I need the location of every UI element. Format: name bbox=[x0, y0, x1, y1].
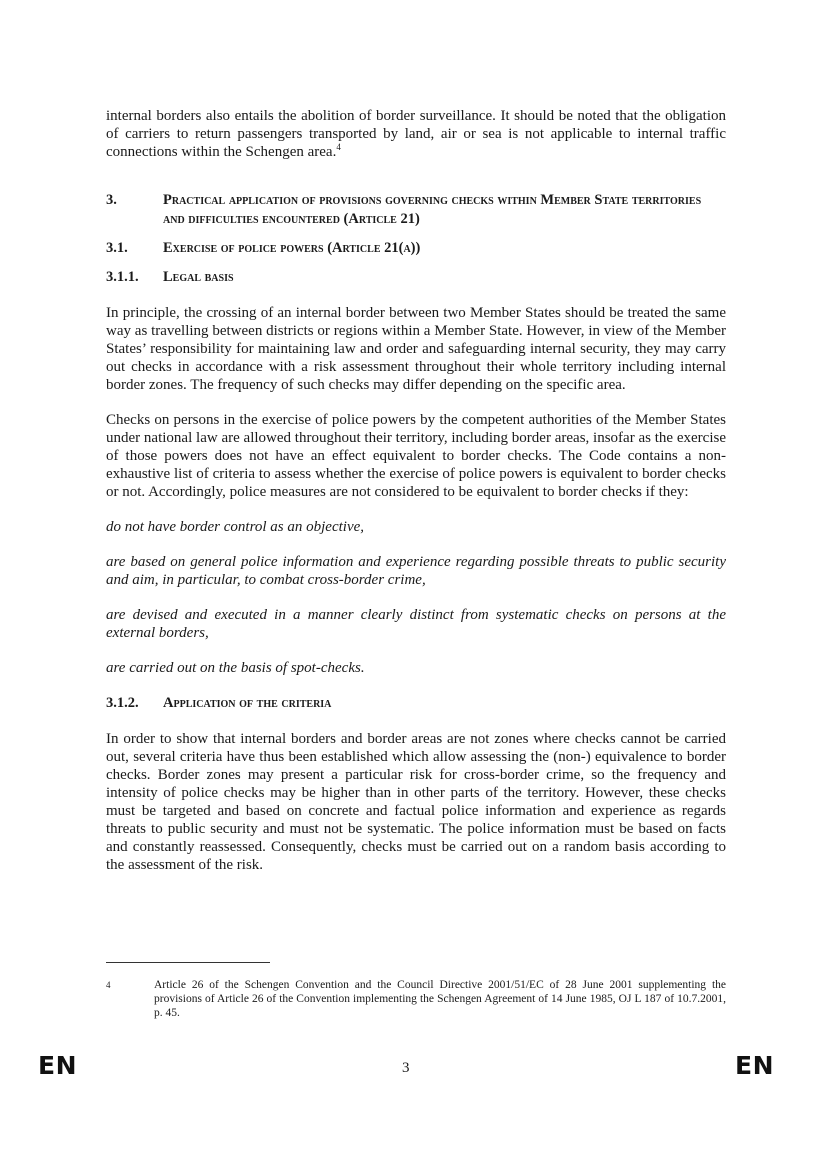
section-title: Legal basis bbox=[163, 269, 234, 285]
paragraph-application: In order to show that internal borders and border areas are not zones where checks cannot be carried out, several criteria have thus been established which allow assessing the (non-) equivalence to border checks. Border zones may present a particular risk for cross-border crime, so the frequency and intensity of police checks may be higher than in other parts of the territory. However, these checks must be targeted and based on concrete and factual police information and experience as regards threats to public security and must not be systematic. The police information must be based on facts and constantly reassessed. Consequently, checks must be carried out on a random basis according to the assessment of the risk. bbox=[106, 731, 726, 873]
section-3-1-1-heading bbox=[106, 268, 726, 287]
section-number: 3.1. bbox=[106, 240, 128, 256]
paragraph-principle: In principle, the crossing of an internal border between two Member States should be treated the same way as travelling between districts or regions within a Member State. However, in view of the Member States’ responsibility for maintaining law and order and safeguarding internal security, they may carry out checks in accordance with a risk assessment throughout their whole territory including internal border zones. The frequency of such checks may differ depending on the specific area. bbox=[106, 305, 726, 393]
criteria-item: are carried out on the basis of spot-checks. bbox=[106, 660, 365, 676]
document-body bbox=[106, 107, 726, 874]
criteria-item: do not have border control as an objective, bbox=[106, 519, 365, 535]
section-title: Practical application of provisions governing checks within Member State territories and difficulties encountered (Article 21) bbox=[163, 192, 702, 227]
section-number: 3. bbox=[106, 192, 117, 208]
intro-paragraph: internal borders also entails the abolition of border surveillance. It should be noted that the obligation of carriers to return passengers transported by land, air or sea is not applicable to internal traffic connections within the Schengen area.$^4$ bbox=[106, 108, 726, 160]
section-number: 3.1.1. bbox=[106, 269, 139, 285]
section-title: Exercise of police powers (Article 21(a)) bbox=[163, 240, 421, 256]
page-number: 3 bbox=[402, 1060, 410, 1076]
section-title: Application of the criteria bbox=[163, 695, 332, 711]
section-3-1-2-heading bbox=[106, 694, 726, 713]
language-code-right: EN bbox=[735, 1051, 775, 1080]
paragraph-checks: Checks on persons in the exercise of police powers by the competent authorities of the Member States under national law are allowed throughout their territory, including border areas, insofar as the exercise of those powers does not have an effect equivalent to border checks. The Code contains a non-exhaustive list of criteria to assess whether the exercise of police powers is equivalent to border checks or not. Accordingly, police measures are not considered to be equivalent to border checks if they: bbox=[106, 412, 726, 500]
footnote bbox=[106, 978, 726, 1020]
language-code-left: EN bbox=[38, 1051, 78, 1080]
section-3-1-heading bbox=[106, 239, 726, 258]
section-number: 3.1.2. bbox=[106, 695, 139, 711]
criteria-item: are based on general police information and experience regarding possible threats to public security and aim, in particular, to combat cross-border crime, bbox=[106, 554, 726, 588]
section-3-heading bbox=[106, 191, 726, 229]
criteria-item: are devised and executed in a manner clearly distinct from systematic checks on persons at the external borders, bbox=[106, 607, 726, 641]
footnote-text: Article 26 of the Schengen Convention and the Council Directive 2001/51/EC of 28 June 2001 supplementing the provisions of Article 26 of the Convention implementing the Schengen Agreement of 14 June 1985, OJ L 187 of 10.7.2001, p. 45. bbox=[154, 979, 726, 1019]
footnote-divider bbox=[106, 962, 270, 963]
footnote-number: 4 bbox=[106, 980, 111, 990]
footnote-ref: 4 bbox=[336, 142, 341, 152]
